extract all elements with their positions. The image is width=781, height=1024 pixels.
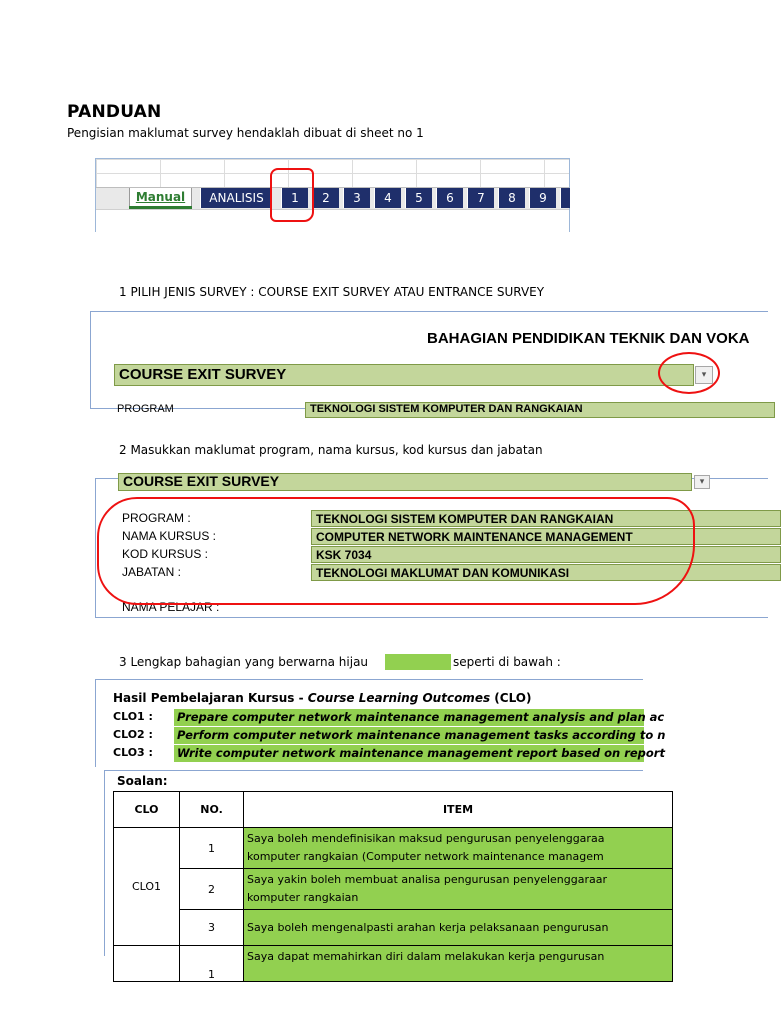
row-item-input[interactable]	[244, 869, 673, 910]
field-label-nama-pelajar: NAMA PELAJAR :	[122, 600, 220, 614]
row-item-line: Saya boleh mengenalpasti arahan kerja pelaksanaan pengurusan	[247, 920, 609, 934]
tab-sheet-2[interactable]: 2	[312, 188, 339, 208]
row-no: 1	[180, 828, 244, 869]
survey-type-value-2: COURSE EXIT SURVEY	[123, 473, 280, 489]
chevron-down-icon: ▾	[701, 370, 707, 380]
step-2-instruction: 2 Masukkan maklumat program, nama kursus, kod kursus dan jabatan	[119, 443, 543, 457]
question-table-screenshot	[104, 770, 643, 981]
survey-type-select[interactable]	[114, 364, 694, 386]
row-no: 1	[180, 946, 244, 982]
table-row	[114, 910, 673, 946]
clo2-label: CLO2 :	[113, 728, 153, 741]
field-kod-kursus-value: KSK 7034	[316, 548, 372, 562]
page-title: PANDUAN	[67, 102, 162, 122]
sheet-header: BAHAGIAN PENDIDIKAN TEKNIK DAN VOKA	[427, 330, 750, 347]
field-label-kod-kursus: KOD KURSUS :	[122, 547, 209, 561]
field-program-value: TEKNOLOGI SISTEM KOMPUTER DAN RANGKAIAN	[316, 512, 614, 526]
table-row	[114, 946, 673, 982]
row-item-line: komputer rangkaian	[247, 891, 359, 904]
row-item-line: komputer rangkaian (Computer network maintenance managem	[247, 850, 604, 863]
clo1-label: CLO1 :	[113, 710, 153, 723]
clo3-label: CLO3 :	[113, 746, 153, 759]
tab-sheet-8[interactable]: 8	[498, 188, 525, 208]
clo-screenshot	[95, 679, 666, 767]
clo-title-part-b: Course Learning Outcomes	[307, 691, 491, 705]
row-item-input[interactable]	[244, 946, 673, 982]
group-clo2-partial	[114, 946, 180, 982]
row-item-input[interactable]	[244, 828, 673, 869]
clo2-text: Perform computer network maintenance management tasks according to n	[177, 728, 666, 742]
program-value-partial-cell	[305, 402, 775, 418]
green-color-swatch	[385, 654, 451, 670]
program-value-partial: TEKNOLOGI SISTEM KOMPUTER DAN RANGKAIAN	[310, 403, 583, 415]
row-item-line: Saya yakin boleh membuat analisa pengurusan penyelenggaraar	[247, 873, 607, 886]
highlight-dropdown	[658, 352, 720, 394]
program-label-partial: PROGRAM	[117, 403, 174, 415]
header-item: ITEM	[244, 792, 673, 828]
field-label-nama-kursus: NAMA KURSUS :	[122, 529, 217, 543]
sheet-tabs-screenshot	[95, 158, 570, 232]
tab-sheet-7[interactable]: 7	[467, 188, 494, 208]
tab-manual[interactable]: Manual	[129, 188, 192, 208]
sheet-grid	[96, 159, 569, 187]
highlight-fields	[97, 497, 695, 605]
row-item-line: Saya dapat memahirkan diri dalam melakukan kerja pengurusan	[247, 950, 605, 963]
highlight-tab-1	[270, 168, 314, 222]
step-3-instruction-suffix: seperti di bawah :	[453, 655, 561, 669]
tab-sheet-more[interactable]	[560, 188, 570, 208]
field-nama-kursus-value: COMPUTER NETWORK MAINTENANCE MANAGEMENT	[316, 530, 633, 544]
header-no: NO.	[180, 792, 244, 828]
question-table	[113, 791, 673, 982]
clo1-text: Prepare computer network maintenance management analysis and plan ac	[177, 710, 665, 724]
survey-type-value: COURSE EXIT SURVEY	[119, 366, 287, 383]
clo-title-part-a: Hasil Pembelajaran Kursus -	[113, 691, 308, 705]
sheet-bottom-area	[96, 209, 569, 233]
soalan-label: Soalan:	[117, 774, 168, 788]
table-row	[114, 869, 673, 910]
chevron-down-icon: ▾	[699, 477, 705, 487]
field-label-program: PROGRAM :	[122, 511, 191, 525]
tab-sheet-9[interactable]: 9	[529, 188, 556, 208]
clo3-text: Write computer network maintenance management report based on report	[177, 746, 665, 760]
clo-title-part-c: (CLO)	[490, 691, 532, 705]
survey-dropdown-button-2[interactable]	[694, 475, 710, 489]
row-item-input[interactable]	[244, 910, 673, 946]
clo-title	[113, 691, 531, 705]
table-row	[114, 828, 673, 869]
row-no: 2	[180, 869, 244, 910]
row-no: 3	[180, 910, 244, 946]
row-item-line: Saya boleh mendefinisikan maksud pengurusan penyelenggaraa	[247, 832, 605, 845]
tab-analisis[interactable]: ANALISIS	[200, 188, 272, 208]
clo1-input[interactable]	[174, 709, 665, 726]
clo2-input[interactable]	[174, 727, 666, 744]
step-3-instruction: 3 Lengkap bahagian yang berwarna hijau	[119, 655, 369, 669]
header-clo: CLO	[114, 792, 180, 828]
group-clo1: CLO1	[114, 828, 180, 946]
field-label-jabatan: JABATAN :	[122, 565, 181, 579]
tab-sheet-5[interactable]: 5	[405, 188, 432, 208]
tab-sheet-6[interactable]: 6	[436, 188, 463, 208]
tab-sheet-3[interactable]: 3	[343, 188, 370, 208]
clo3-input[interactable]	[174, 745, 665, 762]
tab-sheet-1[interactable]: 1	[281, 188, 308, 208]
field-jabatan-value: TEKNOLOGI MAKLUMAT DAN KOMUNIKASI	[316, 566, 570, 580]
survey-type-cell	[118, 473, 692, 491]
step-1-instruction: 1 PILIH JENIS SURVEY : COURSE EXIT SURVEY ATAU ENTRANCE SURVEY	[119, 285, 545, 299]
page-subtitle: Pengisian maklumat survey hendaklah dibuat di sheet no 1	[67, 126, 424, 140]
tab-sheet-4[interactable]: 4	[374, 188, 401, 208]
